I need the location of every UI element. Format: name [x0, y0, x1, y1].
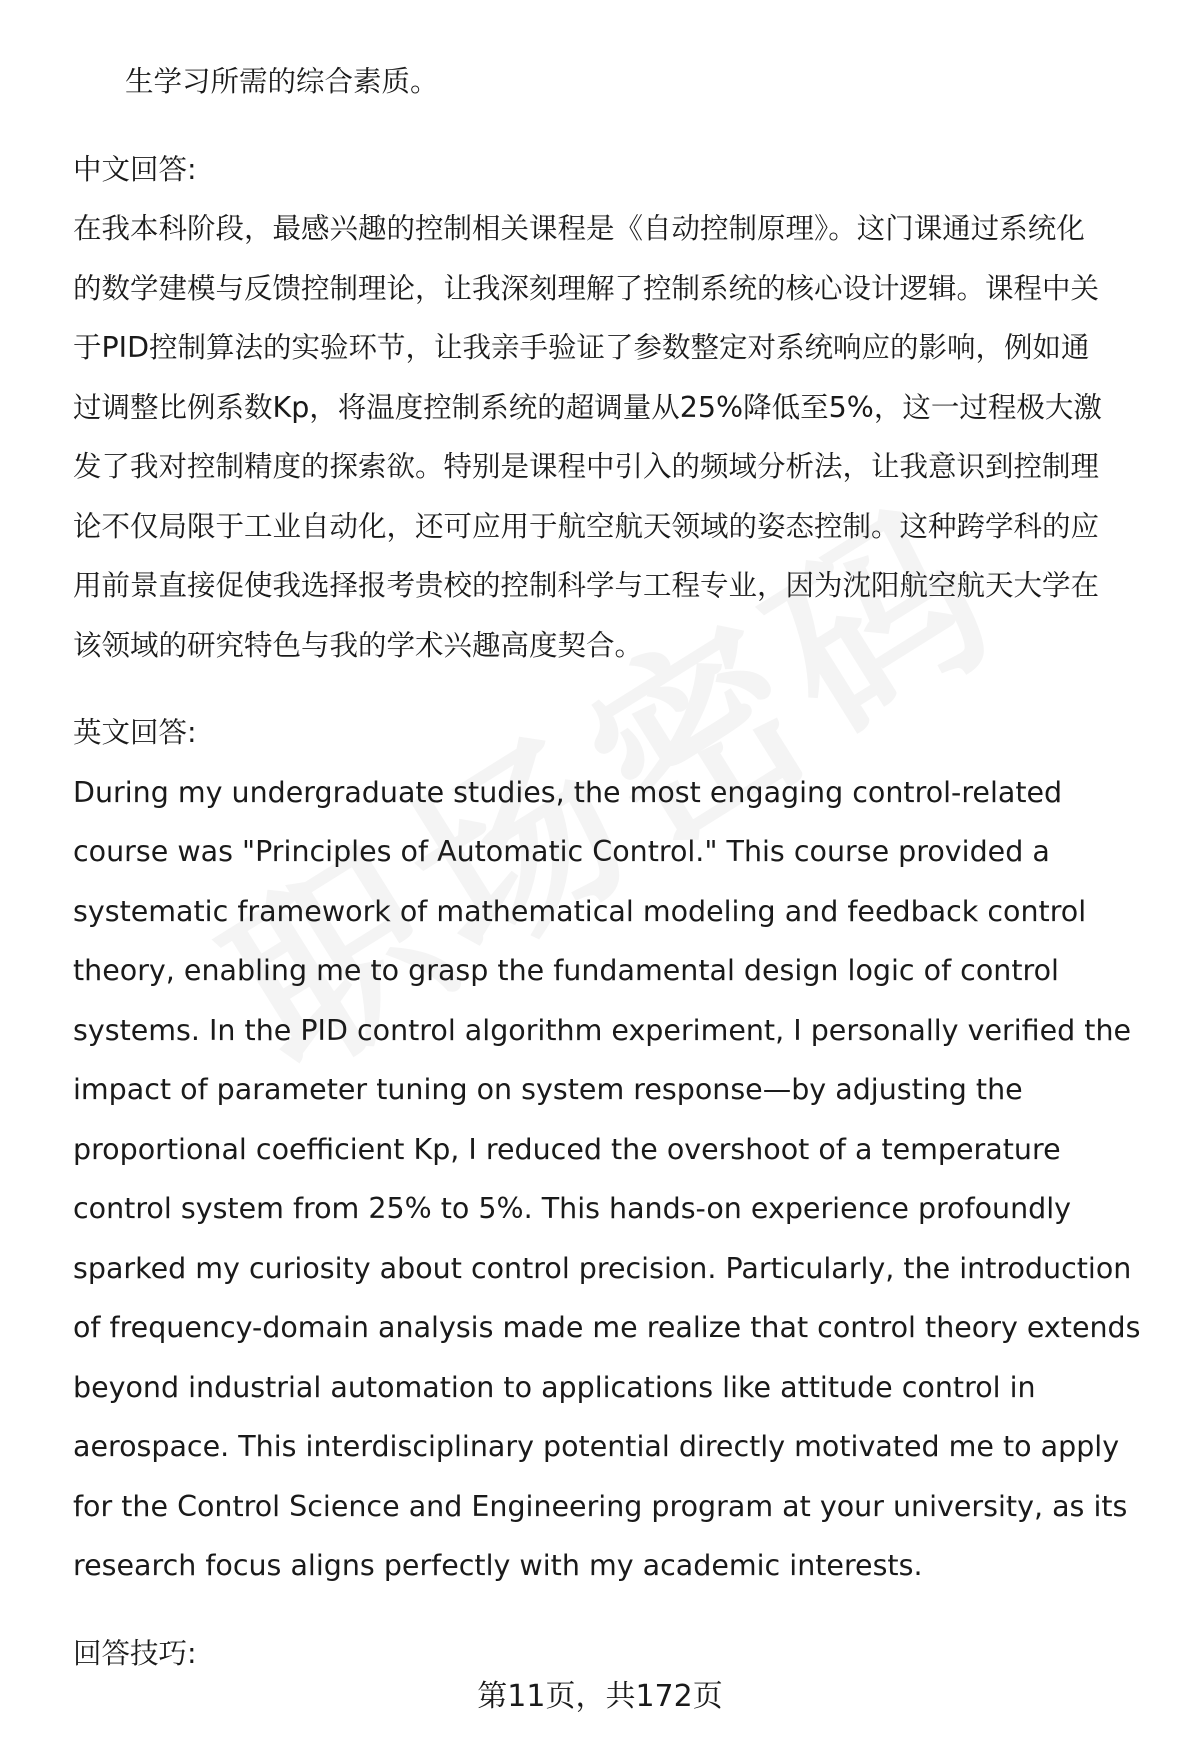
chinese-answer-line: 的数学建模与反馈控制理论，让我深刻理解了控制系统的核心设计逻辑。课程中关	[73, 271, 1100, 305]
english-answer-line: During my undergraduate studies, the most engaging control-related	[73, 775, 1063, 809]
english-answer-line: research focus aligns perfectly with my academic interests.	[73, 1549, 923, 1582]
chinese-answer-section	[73, 140, 1153, 676]
chinese-answer-line: 发了我对控制精度的探索欲。特别是课程中引入的频域分析法，让我意识到控制理	[73, 450, 1100, 483]
page-number-footer: 第11页，共172页	[477, 1679, 723, 1714]
chinese-answer-line: 该领域的研究特色与我的学术兴趣高度契合。	[73, 628, 644, 662]
english-answer-line: course was "Principles of Automatic Control." This course provided a	[73, 835, 1050, 868]
english-answer-line: systems. In the PID control algorithm experiment, I personally verified the	[73, 1013, 1132, 1047]
english-answer-heading: 英文回答:	[73, 716, 197, 749]
english-answer-line: impact of parameter tuning on system response—by adjusting the	[73, 1073, 1023, 1106]
english-answer-line: control system from 25% to 5%. This hands-on experience profoundly	[73, 1192, 1072, 1225]
english-answer-line: sparked my curiosity about control precision. Particularly, the introduction	[73, 1251, 1132, 1285]
chinese-answer-heading: 中文回答:	[73, 152, 197, 186]
english-answer-line: aerospace. This interdisciplinary potential directly motivated me to apply	[73, 1430, 1120, 1463]
intro-tail: 生学习所需的综合素质。	[125, 65, 439, 98]
chinese-answer-line: 论不仅局限于工业自动化，还可应用于航空航天领域的姿态控制。这种跨学科的应	[73, 509, 1100, 543]
english-answer-line: beyond industrial automation to applications like attitude control in	[73, 1370, 1036, 1404]
english-answer-section	[73, 703, 1153, 1596]
chinese-answer-line: 在我本科阶段，最感兴趣的控制相关课程是《自动控制原理》。这门课通过系统化	[73, 212, 1085, 245]
english-answer-line: proportional coefficient Kp, I reduced the overshoot of a temperature	[73, 1132, 1061, 1166]
english-answer-line: systematic framework of mathematical modeling and feedback control	[73, 894, 1087, 928]
document-body	[73, 52, 1153, 1683]
english-answer-line: theory, enabling me to grasp the fundamental design logic of control	[73, 954, 1059, 987]
chinese-answer-line: 过调整比例系数Kp，将温度控制系统的超调量从25%降低至5%，这一过程极大激	[73, 390, 1102, 424]
tips-heading: 回答技巧:	[73, 1636, 197, 1670]
chinese-answer-line: 用前景直接促使我选择报考贵校的控制科学与工程专业，因为沈阳航空航天大学在	[73, 569, 1100, 602]
english-answer-line: for the Control Science and Engineering program at your university, as its	[73, 1489, 1128, 1523]
chinese-answer-line: 于PID控制算法的实验环节，让我亲手验证了参数整定对系统响应的影响，例如通	[73, 331, 1090, 364]
english-answer-line: of frequency-domain analysis made me realize that control theory extends	[73, 1311, 1141, 1344]
